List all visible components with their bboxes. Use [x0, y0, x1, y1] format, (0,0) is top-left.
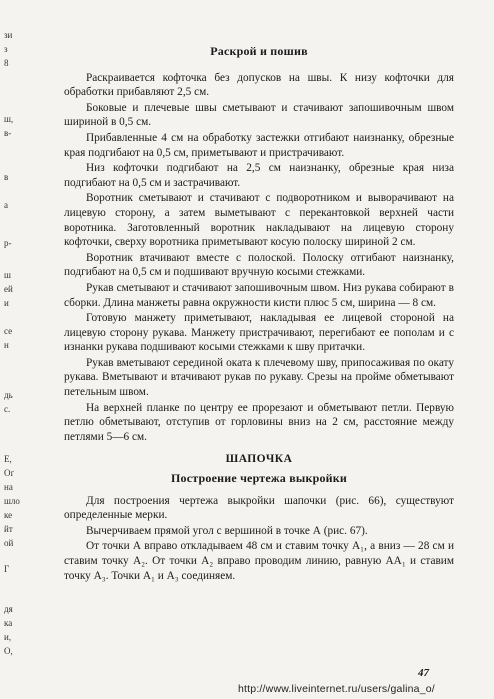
section-title-cutting-sewing: Раскрой и пошив — [210, 44, 308, 58]
gutter-fragment: в- — [4, 128, 12, 138]
paragraph: Готовую манжету приметывают, накладывая ее лицевой стороной на лицевую сторону рукава. Манжету пристрачивают, перегибают ее пополам и с изнанки рукава подшивают косыми стежками к шву притачки. — [64, 312, 454, 354]
paragraph: Раскраивается кофточка без допусков на швы. К низу кофточки для обработки прибавляют 2,5 см. — [64, 71, 454, 99]
section-subtitle-pattern: Построение чертежа выкройки — [171, 471, 347, 486]
gutter-fragment: йт — [4, 524, 13, 534]
gutter-fragment: О, — [4, 646, 13, 656]
watermark-url[interactable]: http://www.liveinternet.ru/users/galina_o/ — [238, 683, 435, 695]
gutter-fragment: ш, — [4, 114, 14, 124]
paragraph: Низ кофточки подгибают на 2,5 см наизнанку, обрезные края низа подгибают на 0,5 см и застрачивают. — [64, 162, 454, 189]
gutter-fragment: ке — [4, 510, 13, 520]
gutter-fragment: ей — [4, 284, 13, 294]
paragraph: На верхней планке по центру ее прорезают и обметывают петли. Первую петлю обметывают, отступив от горловины вниз на 2 см, расстояние между петлями 5—6 см. — [64, 401, 454, 443]
gutter-fragment: в — [4, 172, 9, 182]
left-margin-fragments — [4, 30, 28, 670]
gutter-fragment: р- — [4, 238, 12, 248]
gutter-fragment: ш — [4, 270, 11, 280]
gutter-fragment: ка — [4, 618, 13, 628]
paragraph: Для построения чертежа выкройки шапочки (рис. 66), существуют определенные мерки. — [64, 494, 454, 522]
paragraph: Воротник сметывают и стачивают с подворотником и выворачивают на лицевую сторону, а затем выметывают с перекантовкой верхней части воротника. Заготовленный воротник накладывают на лицевую сторону кофточки, сверху воротника приметывают косую полоску шириной 2 см. — [64, 192, 454, 249]
section-title-hat: ШАПОЧКА — [225, 453, 293, 466]
gutter-fragment: и, — [4, 632, 12, 642]
gutter-fragment: з — [4, 44, 8, 54]
paragraph: Рукав сметывают и стачивают запошивочным швом. Низ рукава собирают в сборки. Длина манжеты равна окружности кисти плюс 5 см, ширина — 8 см. — [64, 281, 454, 309]
gutter-fragment: се — [4, 326, 13, 336]
gutter-fragment: а — [4, 200, 8, 210]
gutter-fragment: Е, — [4, 454, 12, 464]
gutter-fragment: зи — [4, 30, 13, 40]
gutter-fragment: шло — [4, 496, 20, 506]
gutter-fragment: Г — [4, 564, 10, 574]
paragraph: Вычерчиваем прямой угол с вершиной в точке А (рис. 67). — [86, 524, 368, 537]
paragraph: Воротник втачивают вместе с полоской. Полоску отгибают наизнанку, подгибают на 0,5 см и подшивают вручную косыми стежками. — [64, 251, 454, 279]
page-content — [64, 44, 454, 584]
gutter-fragment: с. — [4, 404, 11, 414]
gutter-fragment: н — [4, 340, 9, 350]
gutter-fragment: Оґ — [4, 468, 14, 478]
gutter-fragment: дя — [4, 604, 13, 614]
paragraph: Рукав вметывают серединой оката к плечевому шву, припосаживая по окату рукава. Вметывают и втачивают рукав по рукаву. Срезы на пройме обметывают петельным швом. — [64, 356, 454, 399]
gutter-fragment: ой — [4, 538, 14, 548]
gutter-fragment: на — [4, 482, 13, 492]
page-number: 47 — [418, 667, 429, 679]
paragraph: Боковые и плечевые швы сметывают и стачивают запошивочным швом шириной в 0,5 см. — [64, 101, 454, 129]
paragraph: От точки А вправо откладываем 48 см и ставим точку А₁, а вниз — 28 см и ставим точку А₂. От точки А₂ вправо проводим линию, равную АА₁ и ставим точку А₃. Точки А₁ и А₃ соединяем. — [64, 540, 454, 582]
gutter-fragment: дь — [4, 390, 13, 400]
paragraph: Прибавленные 4 см на обработку застежки отгибают наизнанку, обрезные края подгибают на 0,5 см, приметывают и пристрачивают. — [64, 131, 454, 159]
gutter-fragment: и — [4, 298, 9, 308]
gutter-fragment: 8 — [4, 58, 9, 68]
